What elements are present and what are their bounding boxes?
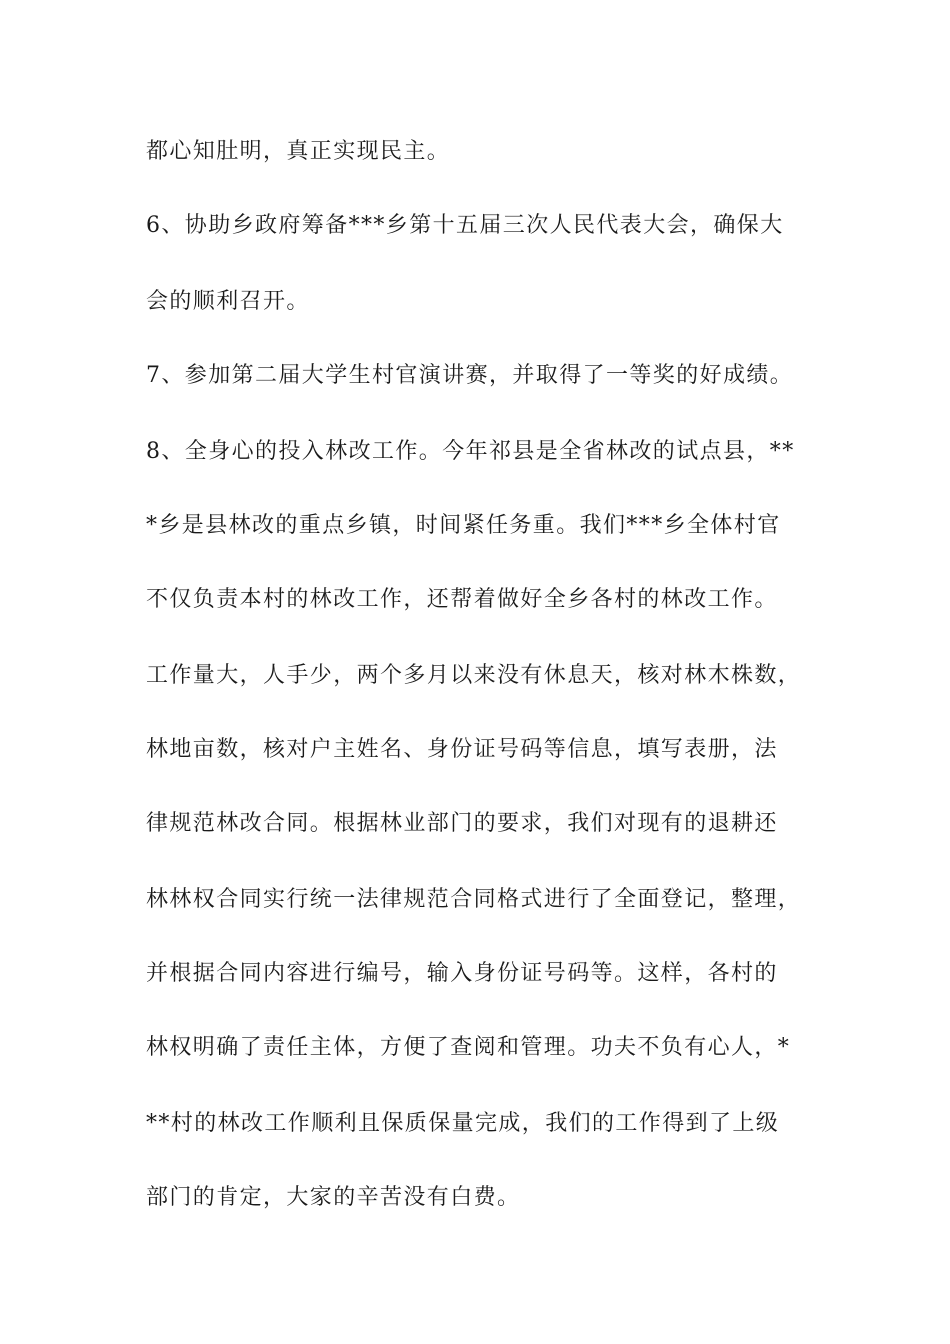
text-line: 林地亩数，核对户主姓名、身份证号码等信息，填写表册，法 [146, 737, 778, 762]
text-line: 都心知肚明，真正实现民主。 [146, 139, 451, 164]
text-line: 林林权合同实行统一法律规范合同格式进行了全面登记，整理， [146, 887, 802, 912]
text-line: 8、全身心的投入林改工作。今年祁县是全省林改的试点县，** [146, 439, 795, 464]
text-line: *乡是县林改的重点乡镇，时间紧任务重。我们***乡全体村官 [146, 513, 781, 538]
text-line: 林权明确了责任主体，方便了查阅和管理。功夫不负有心人，* [146, 1035, 791, 1060]
text-line: 律规范林改合同。根据林业部门的要求，我们对现有的退耕还 [146, 811, 778, 836]
text-line: 工作量大，人手少，两个多月以来没有休息天，核对林木株数， [146, 663, 802, 688]
text-line: 并根据合同内容进行编号，输入身份证号码等。这样，各村的 [146, 961, 778, 986]
text-line: **村的林改工作顺利且保质保量完成，我们的工作得到了上级 [146, 1111, 780, 1136]
text-line: 会的顺利召开。 [146, 289, 310, 314]
text-line: 部门的肯定，大家的辛苦没有白费。 [146, 1185, 521, 1210]
text-line: 6、协助乡政府筹备***乡第十五届三次人民代表大会，确保大 [146, 213, 784, 238]
text-line: 不仅负责本村的林改工作，还帮着做好全乡各村的林改工作。 [146, 587, 778, 612]
text-line: 7、参加第二届大学生村官演讲赛，并取得了一等奖的好成绩。 [146, 363, 794, 388]
